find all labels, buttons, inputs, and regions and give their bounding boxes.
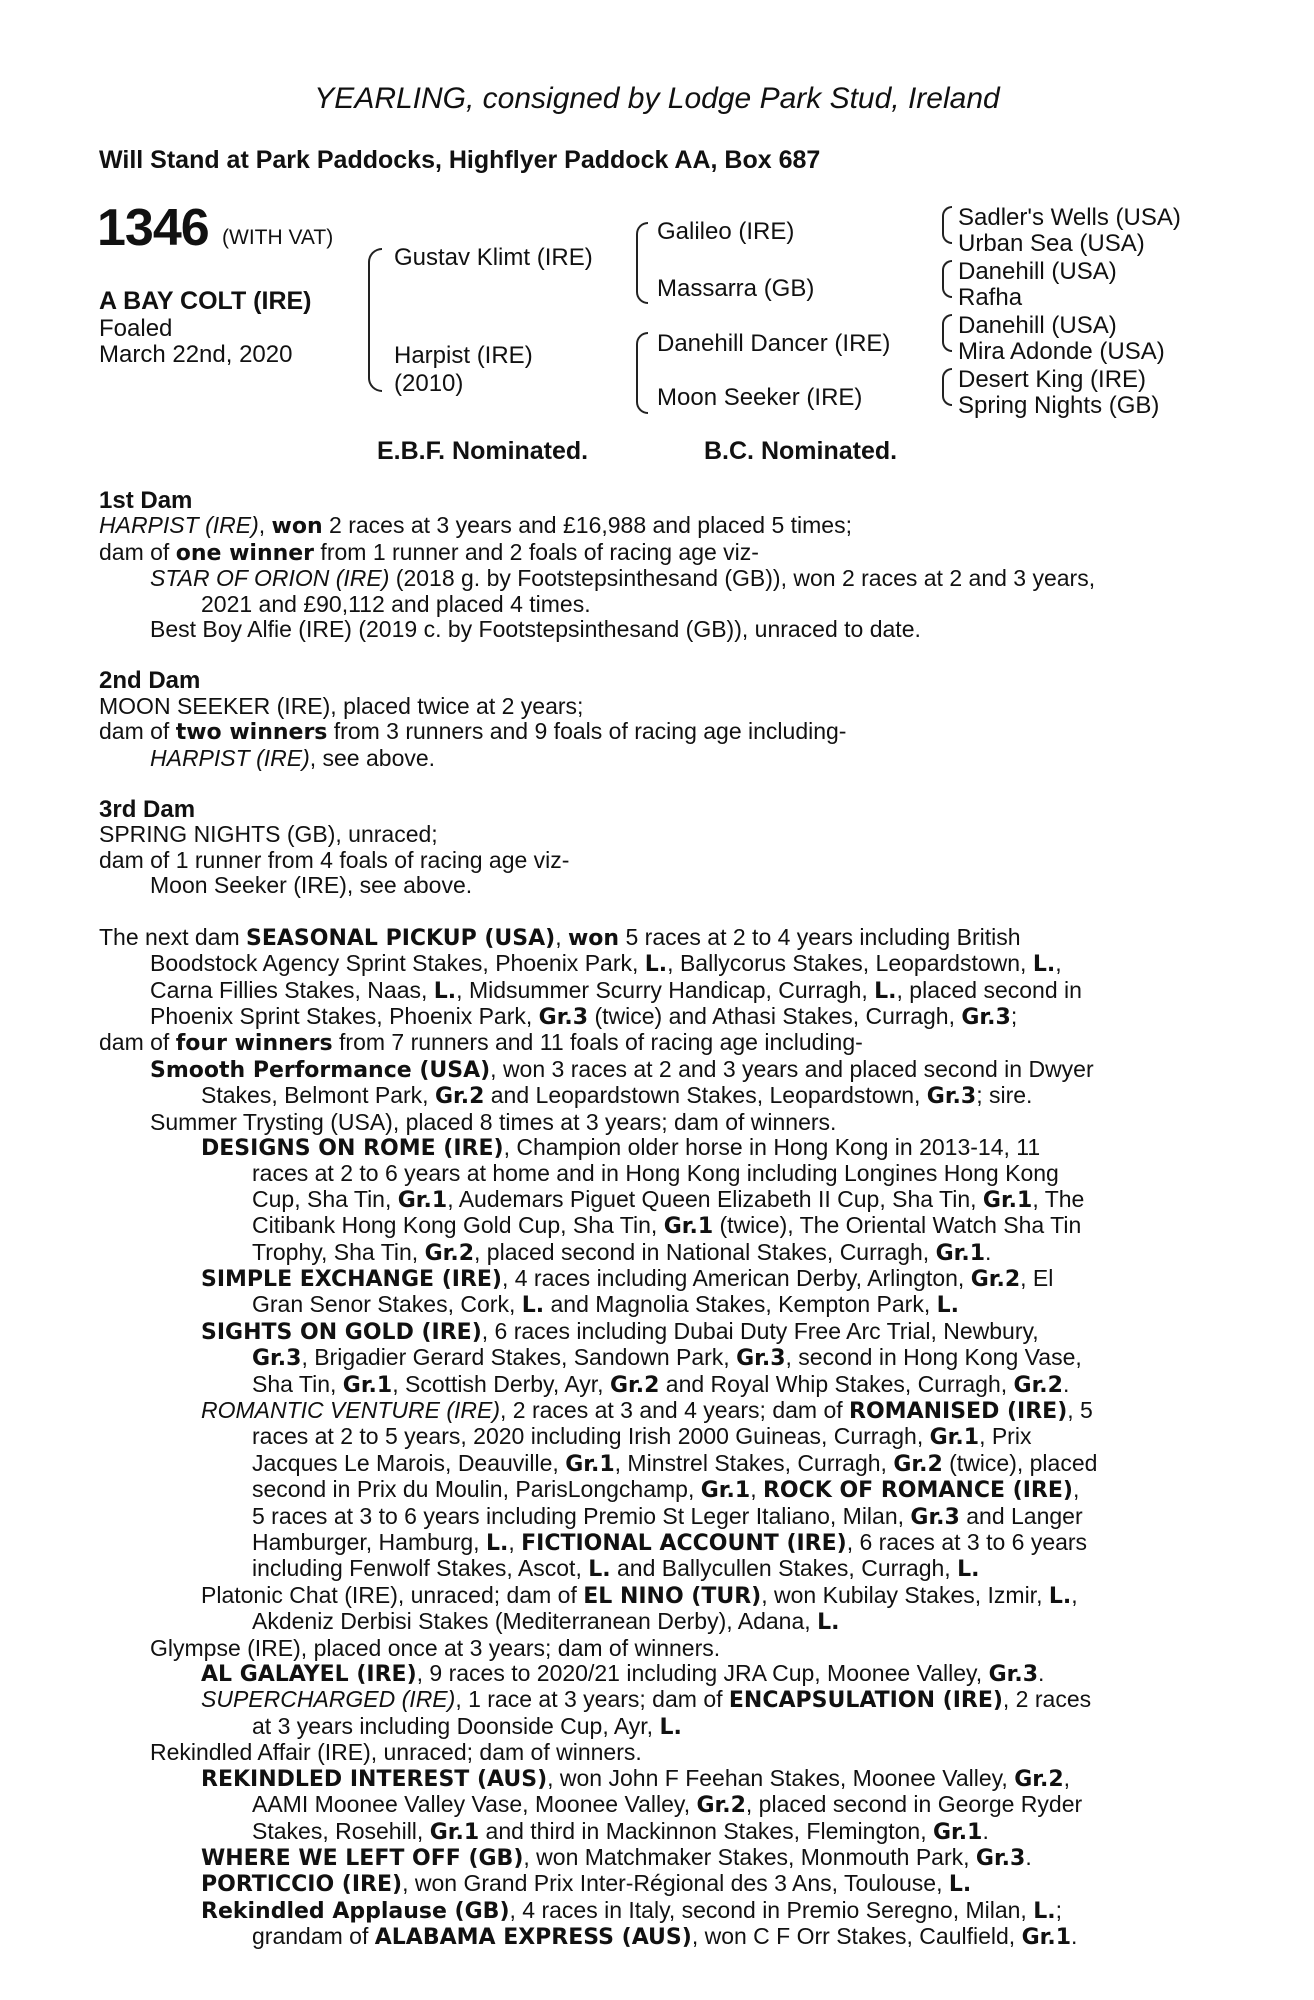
next-dam-line: Smooth Performance (USA), won 3 races at 2 and 3 years and placed second in Dwyer (150, 1055, 1094, 1083)
next-dam-line: WHERE WE LEFT OFF (GB), won Matchmaker Stakes, Monmouth Park, Gr.3. (201, 1843, 1032, 1871)
next-dam-line: Boodstock Agency Sprint Stakes, Phoenix Park, L., Ballycorus Stakes, Leopardstown, L., (150, 950, 1062, 978)
first-dam-line: HARPIST (IRE), won 2 races at 3 years and £16,988 and placed 5 times; (99, 512, 852, 540)
pedigree-sire: Gustav Klimt (IRE) (394, 244, 593, 271)
brace-g2 (942, 260, 952, 298)
third-dam-line: dam of 1 runner from 4 foals of racing age viz- (99, 846, 570, 873)
next-dam-line: SIMPLE EXCHANGE (IRE), 4 races including American Derby, Arlington, Gr.2, El (201, 1264, 1054, 1292)
next-dam-line: SUPERCHARGED (IRE), 1 race at 3 years; dam of ENCAPSULATION (IRE), 2 races (201, 1686, 1092, 1714)
first-dam-line: STAR OF ORION (IRE) (2018 g. by Footstepsinthesand (GB)), won 2 races at 2 and 3 years, (150, 565, 1096, 592)
brace-g4 (942, 368, 952, 406)
next-dam-line: Stakes, Belmont Park, Gr.2 and Leopardstown Stakes, Leopardstown, Gr.3; sire. (201, 1082, 1033, 1110)
vat-note: (WITH VAT) (222, 226, 334, 249)
bc-nomination: B.C. Nominated. (704, 437, 898, 465)
pedigree-g4: Rafha (958, 284, 1023, 311)
brace-sire (636, 222, 648, 304)
pedigree-g3: Danehill (USA) (958, 258, 1117, 285)
next-dam-line: PORTICCIO (IRE), won Grand Prix Inter-Régional des 3 Ans, Toulouse, L. (201, 1870, 972, 1898)
brace-g1 (942, 206, 952, 244)
next-dam-line: Sha Tin, Gr.1, Scottish Derby, Ayr, Gr.2 and Royal Whip Stakes, Curragh, Gr.2. (252, 1370, 1070, 1398)
ebf-nomination: E.B.F. Nominated. (377, 437, 589, 465)
next-dam-line: Phoenix Sprint Stakes, Phoenix Park, Gr.3 (twice) and Athasi Stakes, Curragh, Gr.3; (150, 1002, 1018, 1030)
next-dam-line: Akdeniz Derbisi Stakes (Mediterranean Derby), Adana, L. (252, 1608, 840, 1636)
pedigree-g1: Sadler's Wells (USA) (958, 204, 1181, 231)
third-dam-line: Moon Seeker (IRE), see above. (150, 872, 473, 899)
next-dam-line: second in Prix du Moulin, ParisLongchamp, Gr.1, ROCK OF ROMANCE (IRE), (252, 1476, 1080, 1504)
first-dam-line: dam of one winner from 1 runner and 2 foals of racing age viz- (99, 538, 759, 566)
next-dam-line: including Fenwolf Stakes, Ascot, L. and Ballycullen Stakes, Curragh, L. (252, 1555, 980, 1583)
pedigree-g5: Danehill (USA) (958, 312, 1117, 339)
next-dam-line: ROMANTIC VENTURE (IRE), 2 races at 3 and 4 years; dam of ROMANISED (IRE), 5 (201, 1397, 1093, 1424)
second-dam-line: dam of two winners from 3 runners and 9 foals of racing age including- (99, 718, 847, 746)
pedigree-dam: Harpist (IRE) (394, 342, 533, 369)
lot-number: 1346 (97, 199, 209, 257)
next-dam-line: Rekindled Affair (IRE), unraced; dam of winners. (150, 1739, 642, 1766)
next-dam-line: races at 2 to 5 years, 2020 including Irish 2000 Guineas, Curragh, Gr.1, Prix (252, 1423, 1032, 1451)
next-dam-line: REKINDLED INTEREST (AUS), won John F Feehan Stakes, Moonee Valley, Gr.2, (201, 1764, 1071, 1792)
next-dam-line: Gr.3, Brigadier Gerard Stakes, Sandown Park, Gr.3, second in Hong Kong Vase, (252, 1344, 1082, 1372)
next-dam-line: Cup, Sha Tin, Gr.1, Audemars Piguet Queen Elizabeth II Cup, Sha Tin, Gr.1, The (252, 1185, 1085, 1213)
pedigree-dam-year: (2010) (394, 370, 464, 397)
stand-location: Will Stand at Park Paddocks, Highflyer Paddock AA, Box 687 (99, 146, 821, 174)
next-dam-line: dam of four winners from 7 runners and 11 foals of racing age including- (99, 1029, 863, 1057)
next-dam-line: AL GALAYEL (IRE), 9 races to 2020/21 including JRA Cup, Moonee Valley, Gr.3. (201, 1660, 1045, 1688)
catalogue-heading: YEARLING, consigned by Lodge Park Stud, Ireland (314, 82, 1000, 115)
foaled-date: March 22nd, 2020 (99, 341, 293, 368)
pedigree-g7: Desert King (IRE) (958, 366, 1147, 393)
next-dam-line: grandam of ALABAMA EXPRESS (AUS), won C F Orr Stakes, Caulfield, Gr.1. (252, 1923, 1078, 1951)
third-dam-line: SPRING NIGHTS (GB), unraced; (99, 821, 438, 848)
pedigree-g8: Spring Nights (GB) (958, 392, 1160, 419)
brace-main (368, 248, 382, 392)
next-dam-line: Hamburger, Hamburg, L., FICTIONAL ACCOUNT (IRE), 6 races at 3 to 6 years (252, 1529, 1088, 1557)
pedigree-dam-sire: Danehill Dancer (IRE) (657, 330, 891, 357)
next-dam-line: Glympse (IRE), placed once at 3 years; dam of winners. (150, 1634, 721, 1661)
second-dam-line: MOON SEEKER (IRE), placed twice at 2 years; (99, 692, 584, 719)
next-dam-line: Gran Senor Stakes, Cork, L. and Magnolia Stakes, Kempton Park, L. (252, 1291, 960, 1319)
brace-dam (636, 332, 648, 414)
second-dam-heading: 2nd Dam (99, 667, 201, 695)
pedigree-g2: Urban Sea (USA) (958, 230, 1145, 257)
foaled-label: Foaled (99, 315, 173, 342)
brace-g3 (942, 314, 952, 352)
first-dam-line: 2021 and £90,112 and placed 4 times. (201, 590, 591, 617)
next-dam-line: Stakes, Rosehill, Gr.1 and third in Mackinnon Stakes, Flemington, Gr.1. (252, 1817, 989, 1845)
pedigree-dam-dam: Moon Seeker (IRE) (657, 384, 863, 411)
second-dam-line: HARPIST (IRE), see above. (150, 744, 436, 771)
next-dam-line: Platonic Chat (IRE), unraced; dam of EL NINO (TUR), won Kubilay Stakes, Izmir, L., (201, 1581, 1078, 1609)
next-dam-line: AAMI Moonee Valley Vase, Moonee Valley, Gr.2, placed second in George Ryder (252, 1791, 1083, 1819)
next-dam-line: SIGHTS ON GOLD (IRE), 6 races including Dubai Duty Free Arc Trial, Newbury, (201, 1317, 1039, 1345)
lot-description: A BAY COLT (IRE) (99, 287, 312, 315)
family-text (99, 488, 1205, 1951)
next-dam-line: Jacques Le Marois, Deauville, Gr.1, Minstrel Stakes, Curragh, Gr.2 (twice), placed (252, 1449, 1098, 1477)
pedigree-g6: Mira Adonde (USA) (958, 338, 1165, 365)
next-dam-line: Citibank Hong Kong Gold Cup, Sha Tin, Gr.1 (twice), The Oriental Watch Sha Tin (252, 1212, 1082, 1240)
pedigree-sire-dam: Massarra (GB) (657, 275, 815, 302)
next-dam-line: The next dam SEASONAL PICKUP (USA), won 5 races at 2 to 4 years including British (99, 923, 1021, 951)
next-dam-line: 5 races at 3 to 6 years including Premio St Leger Italiano, Milan, Gr.3 and Langer (252, 1502, 1083, 1530)
next-dam-line: Trophy, Sha Tin, Gr.2, placed second in National Stakes, Curragh, Gr.1. (252, 1238, 992, 1266)
first-dam-heading: 1st Dam (99, 487, 193, 514)
first-dam-line: Best Boy Alfie (IRE) (2019 c. by Footstepsinthesand (GB)), unraced to date. (150, 616, 921, 643)
next-dam-line: at 3 years including Doonside Cup, Ayr, L. (252, 1712, 682, 1740)
next-dam-line: Rekindled Applause (GB), 4 races in Italy, second in Premio Seregno, Milan, L.; (201, 1896, 1062, 1924)
next-dam-line: Carna Fillies Stakes, Naas, L., Midsummer Scurry Handicap, Curragh, L., placed second in (150, 976, 1082, 1004)
next-dam-line: DESIGNS ON ROME (IRE), Champion older horse in Hong Kong in 2013-14, 11 (201, 1133, 1041, 1161)
next-dam-line: Summer Trysting (USA), placed 8 times at 3 years; dam of winners. (150, 1108, 837, 1135)
third-dam-heading: 3rd Dam (99, 796, 196, 824)
pedigree-sire-sire: Galileo (IRE) (657, 218, 795, 245)
next-dam-line: races at 2 to 6 years at home and in Hong Kong including Longines Hong Kong (252, 1160, 1059, 1187)
